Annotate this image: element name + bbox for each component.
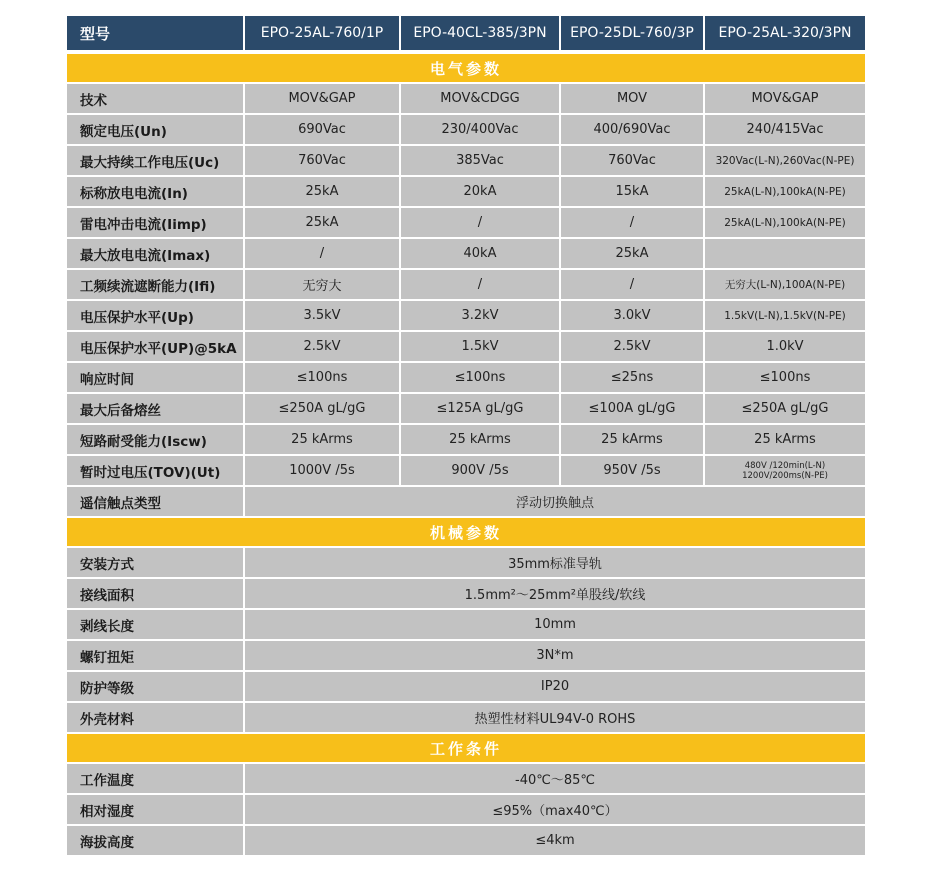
table-row bbox=[67, 456, 865, 485]
table-cell: ≤100A gL/gG bbox=[561, 394, 703, 423]
row-label: 最大后备熔丝 bbox=[67, 394, 243, 423]
table-cell: 320Vac(L-N),260Vac(N-PE) bbox=[705, 146, 865, 175]
table-cell: 230/400Vac bbox=[401, 115, 559, 144]
table-cell: 400/690Vac bbox=[561, 115, 703, 144]
table-row bbox=[67, 115, 865, 144]
table-cell: 无穷大(L-N),100A(N-PE) bbox=[705, 270, 865, 299]
table-row bbox=[67, 239, 865, 268]
row-label: 螺钉扭矩 bbox=[67, 641, 243, 670]
table-cell bbox=[705, 456, 865, 485]
table-row bbox=[67, 146, 865, 175]
table-row bbox=[67, 425, 865, 454]
table-cell: / bbox=[401, 208, 559, 237]
tov-line: 480V /120min(L-N) bbox=[744, 460, 826, 471]
table-cell: / bbox=[561, 208, 703, 237]
table-cell: 385Vac bbox=[401, 146, 559, 175]
table-cell: 3N*m bbox=[245, 641, 865, 670]
table-cell: 2.5kV bbox=[245, 332, 399, 361]
table-row bbox=[67, 579, 865, 608]
table-cell: 40kA bbox=[401, 239, 559, 268]
spec-table bbox=[67, 16, 865, 857]
model-name: EPO-25AL-320/3PN bbox=[705, 16, 865, 50]
row-label: 雷电冲击电流(Iimp) bbox=[67, 208, 243, 237]
row-label: 安装方式 bbox=[67, 548, 243, 577]
table-row bbox=[67, 795, 865, 824]
table-cell: ≤250A gL/gG bbox=[705, 394, 865, 423]
table-row bbox=[67, 84, 865, 113]
table-row bbox=[67, 394, 865, 423]
table-cell: / bbox=[561, 270, 703, 299]
table-header-row bbox=[67, 16, 865, 50]
table-row bbox=[67, 641, 865, 670]
table-cell: 25 kArms bbox=[245, 425, 399, 454]
row-label: 电压保护水平(UP)@5kA bbox=[67, 332, 243, 361]
table-row bbox=[67, 826, 865, 855]
table-cell: 760Vac bbox=[245, 146, 399, 175]
table-cell: 35mm标准导轨 bbox=[245, 548, 865, 577]
table-cell: ≤100ns bbox=[245, 363, 399, 392]
row-label: 接线面积 bbox=[67, 579, 243, 608]
section-operating bbox=[67, 734, 865, 762]
table-cell: 1.5kV bbox=[401, 332, 559, 361]
table-cell: IP20 bbox=[245, 672, 865, 701]
table-cell: / bbox=[245, 239, 399, 268]
table-cell: 15kA bbox=[561, 177, 703, 206]
row-label: 工作温度 bbox=[67, 764, 243, 793]
table-cell: 2.5kV bbox=[561, 332, 703, 361]
table-cell: 25 kArms bbox=[401, 425, 559, 454]
table-cell: 热塑性材料UL94V-0 ROHS bbox=[245, 703, 865, 732]
section-electrical bbox=[67, 54, 865, 82]
table-cell: 浮动切换触点 bbox=[245, 487, 865, 516]
row-label: 外壳材料 bbox=[67, 703, 243, 732]
table-cell: -40℃～85℃ bbox=[245, 764, 865, 793]
tov-line: 1200V/200ms(N-PE) bbox=[742, 470, 828, 481]
table-cell: 10mm bbox=[245, 610, 865, 639]
row-label: 最大持续工作电压(Uc) bbox=[67, 146, 243, 175]
table-cell: 25kA(L-N),100kA(N-PE) bbox=[705, 177, 865, 206]
table-cell bbox=[705, 239, 865, 268]
table-cell: 25 kArms bbox=[561, 425, 703, 454]
table-cell: 25kA bbox=[561, 239, 703, 268]
table-cell: 1.5kV(L-N),1.5kV(N-PE) bbox=[705, 301, 865, 330]
row-label: 短路耐受能力(Iscw) bbox=[67, 425, 243, 454]
row-label: 相对湿度 bbox=[67, 795, 243, 824]
table-cell: 240/415Vac bbox=[705, 115, 865, 144]
table-cell: 25kA bbox=[245, 177, 399, 206]
model-name: EPO-40CL-385/3PN bbox=[401, 16, 559, 50]
row-label: 额定电压(Un) bbox=[67, 115, 243, 144]
row-label: 技术 bbox=[67, 84, 243, 113]
table-cell: 3.0kV bbox=[561, 301, 703, 330]
table-cell: 1.5mm²～25mm²单股线/软线 bbox=[245, 579, 865, 608]
table-cell: ≤125A gL/gG bbox=[401, 394, 559, 423]
row-label: 防护等级 bbox=[67, 672, 243, 701]
table-row bbox=[67, 301, 865, 330]
row-label: 海拔高度 bbox=[67, 826, 243, 855]
table-row bbox=[67, 332, 865, 361]
table-row bbox=[67, 764, 865, 793]
row-label: 剥线长度 bbox=[67, 610, 243, 639]
table-row bbox=[67, 487, 865, 516]
table-cell: ≤95%（max40℃） bbox=[245, 795, 865, 824]
table-cell: 690Vac bbox=[245, 115, 399, 144]
table-row bbox=[67, 208, 865, 237]
table-row bbox=[67, 270, 865, 299]
table-row bbox=[67, 703, 865, 732]
table-cell: MOV&GAP bbox=[705, 84, 865, 113]
table-cell: 3.5kV bbox=[245, 301, 399, 330]
row-label: 遥信触点类型 bbox=[67, 487, 243, 516]
table-cell: 25 kArms bbox=[705, 425, 865, 454]
table-cell: ≤25ns bbox=[561, 363, 703, 392]
row-label: 电压保护水平(Up) bbox=[67, 301, 243, 330]
section-title: 电气参数 bbox=[67, 54, 865, 82]
section-mechanical bbox=[67, 518, 865, 546]
table-row bbox=[67, 363, 865, 392]
table-cell: ≤100ns bbox=[705, 363, 865, 392]
model-name: EPO-25AL-760/1P bbox=[245, 16, 399, 50]
section-title: 机械参数 bbox=[67, 518, 865, 546]
table-cell: 760Vac bbox=[561, 146, 703, 175]
table-cell: 无穷大 bbox=[245, 270, 399, 299]
table-cell: MOV&GAP bbox=[245, 84, 399, 113]
table-cell: 25kA(L-N),100kA(N-PE) bbox=[705, 208, 865, 237]
table-cell: ≤250A gL/gG bbox=[245, 394, 399, 423]
table-cell: 1000V /5s bbox=[245, 456, 399, 485]
table-cell: 25kA bbox=[245, 208, 399, 237]
table-cell: ≤4km bbox=[245, 826, 865, 855]
table-cell: MOV&CDGG bbox=[401, 84, 559, 113]
section-title: 工作条件 bbox=[67, 734, 865, 762]
table-cell: 1.0kV bbox=[705, 332, 865, 361]
table-row bbox=[67, 672, 865, 701]
row-label: 暂时过电压(TOV)(Ut) bbox=[67, 456, 243, 485]
row-label: 工频续流遮断能力(Ifi) bbox=[67, 270, 243, 299]
table-cell: MOV bbox=[561, 84, 703, 113]
table-cell: ≤100ns bbox=[401, 363, 559, 392]
row-label: 标称放电电流(In) bbox=[67, 177, 243, 206]
table-cell: 900V /5s bbox=[401, 456, 559, 485]
table-cell: / bbox=[401, 270, 559, 299]
model-header-label: 型号 bbox=[67, 16, 243, 50]
model-name: EPO-25DL-760/3P bbox=[561, 16, 703, 50]
row-label: 响应时间 bbox=[67, 363, 243, 392]
table-cell: 3.2kV bbox=[401, 301, 559, 330]
table-cell: 20kA bbox=[401, 177, 559, 206]
table-row bbox=[67, 548, 865, 577]
table-row bbox=[67, 610, 865, 639]
row-label: 最大放电电流(Imax) bbox=[67, 239, 243, 268]
table-cell: 950V /5s bbox=[561, 456, 703, 485]
table-row bbox=[67, 177, 865, 206]
